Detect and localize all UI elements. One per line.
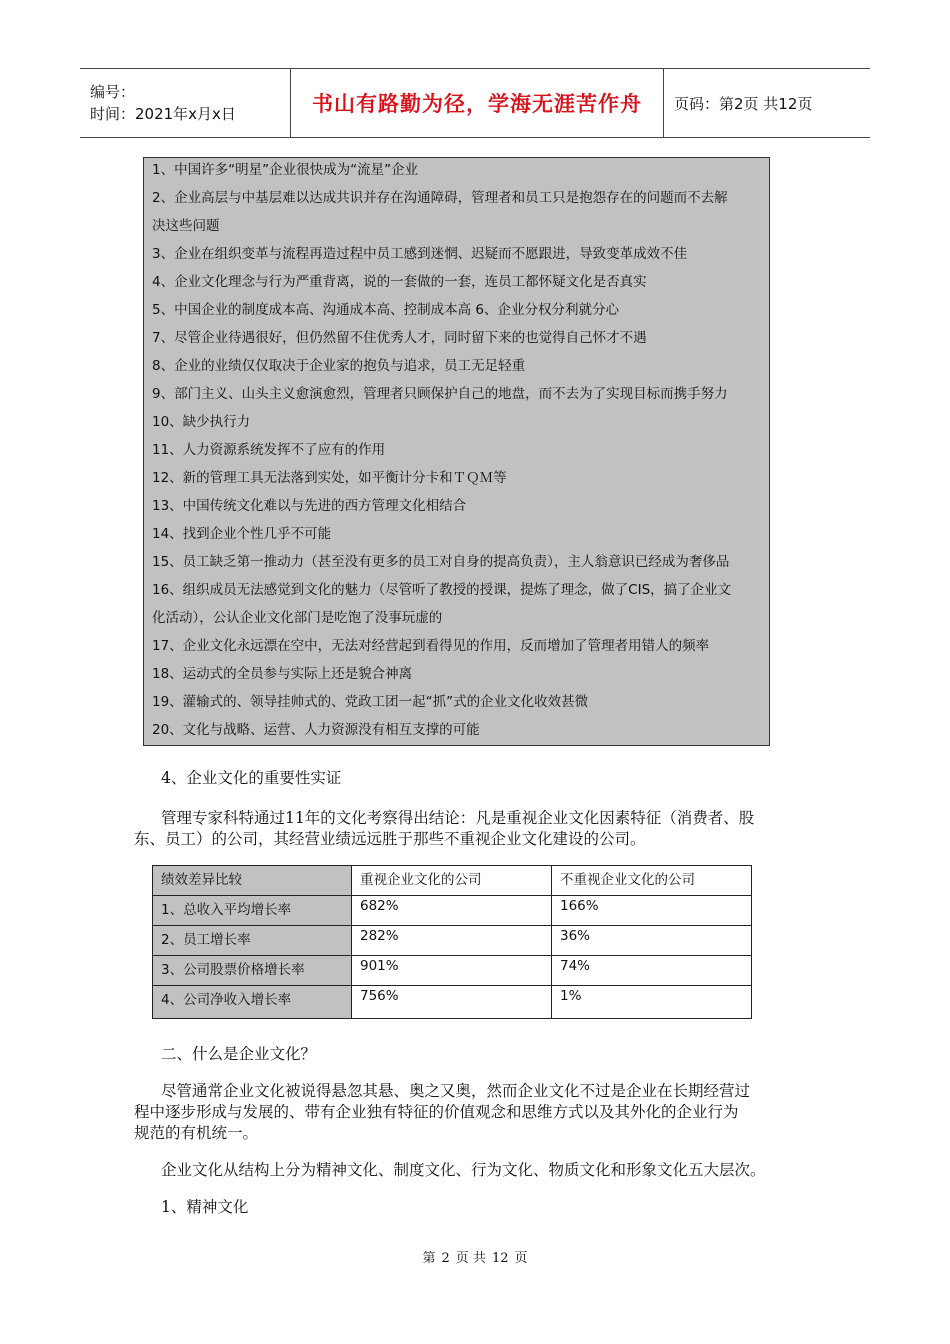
table-row [153, 956, 752, 986]
header-meta [80, 69, 291, 137]
table-cell: 3、公司股票价格增长率 [153, 956, 352, 986]
problem-line: 3、企业在组织变革与流程再造过程中员工感到迷惘、迟疑而不愿跟进，导致变革成效不佳 [152, 246, 688, 262]
performance-comparison-table [152, 865, 752, 1019]
problem-line: 12、新的管理工具无法落到实处，如平衡计分卡和ＴＱＭ等 [152, 470, 507, 486]
problem-line: 10、缺少执行力 [152, 414, 251, 430]
table-header-row [153, 866, 752, 896]
table-cell: 901% [352, 956, 552, 986]
table-row [153, 926, 752, 956]
table-cell: 756% [352, 986, 552, 1019]
structure-paragraph: 企业文化从结构上分为精神文化、制度文化、行为文化、物质文化和形象文化五大层次。 [161, 1161, 766, 1179]
footer-page-number: 2 [441, 1251, 450, 1266]
problem-line: 5、中国企业的制度成本高、沟通成本高、控制成本高 6、企业分权分利就分心 [152, 302, 619, 318]
table-row [153, 896, 752, 926]
table-row [153, 986, 752, 1019]
table-cell: 74% [552, 956, 752, 986]
table-cell: 1% [552, 986, 752, 1019]
subsection-1-title: 1、精神文化 [161, 1198, 249, 1216]
time-label: 时间：2021年x月x日 [90, 105, 236, 123]
definition-line3: 规范的有机统一。 [134, 1124, 259, 1142]
problem-line: 决这些问题 [152, 218, 220, 234]
section-4-paragraph-line2: 东、员工）的公司，其经营业绩远远胜于那些不重视企业文化建设的公司。 [134, 830, 646, 848]
footer-total-pages: 12 [491, 1251, 509, 1266]
footer-mid: 页 共 [455, 1251, 486, 1266]
table-header-cell: 绩效差异比较 [153, 866, 352, 896]
footer-suffix: 页 [514, 1251, 528, 1266]
table-header-cell: 不重视企业文化的公司 [552, 866, 752, 896]
table-cell: 4、公司净收入增长率 [153, 986, 352, 1019]
definition-line1: 尽管通常企业文化被说得悬忽其悬、奥之又奥，然而企业文化不过是企业在长期经营过 [161, 1082, 751, 1100]
section-4-title: 4、企业文化的重要性实证 [161, 769, 342, 787]
problem-line: 1、中国许多“明星”企业很快成为“流星”企业 [152, 162, 419, 178]
header-motto-cell [291, 69, 664, 137]
problem-line: 15、员工缺乏第一推动力（甚至没有更多的员工对自身的提高负责），主人翁意识已经成为奢侈品 [152, 554, 730, 570]
problem-line: 2、企业高层与中基层难以达成共识并存在沟通障碍，管理者和员工只是抱怨存在的问题而不去解 [152, 190, 728, 206]
table-header-cell: 重视企业文化的公司 [352, 866, 552, 896]
problem-line: 16、组织成员无法感觉到文化的魅力（尽管听了教授的授课，提炼了理念，做了CIS，搞了企业文 [152, 582, 732, 598]
number-label: 编号： [90, 83, 136, 101]
table-cell: 2、员工增长率 [153, 926, 352, 956]
section-2-title: 二、什么是企业文化？ [161, 1045, 317, 1063]
header-page-info: 页码：第2页 共12页 [674, 94, 813, 113]
problem-line: 9、部门主义、山头主义愈演愈烈，管理者只顾保护自己的地盘，而不去为了实现目标而携手努力 [152, 386, 728, 402]
table-cell: 36% [552, 926, 752, 956]
problem-line: 17、企业文化永远漂在空中，无法对经营起到看得见的作用，反而增加了管理者用错人的频率 [152, 638, 710, 654]
section-4-paragraph-line1: 管理专家科特通过11年的文化考察得出结论：凡是重视企业文化因素特征（消费者、股 [161, 809, 755, 827]
problem-line: 18、运动式的全员参与实际上还是貌合神离 [152, 666, 413, 682]
problem-line: 7、尽管企业待遇很好，但仍然留不住优秀人才，同时留下来的也觉得自己怀才不遇 [152, 330, 647, 346]
definition-line2: 程中逐步形成与发展的、带有企业独有特征的价值观念和思维方式以及其外化的企业行为 [134, 1103, 739, 1121]
table-cell: 682% [352, 896, 552, 926]
problem-line: 11、人力资源系统发挥不了应有的作用 [152, 442, 386, 458]
problem-line: 19、灌输式的、领导挂帅式的、党政工团一起“抓”式的企业文化收效甚微 [152, 694, 589, 710]
problem-line: 20、文化与战略、运营、人力资源没有相互支撑的可能 [152, 722, 480, 738]
problem-line: 8、企业的业绩仅仅取决于企业家的抱负与追求，员工无足轻重 [152, 358, 526, 374]
problem-list-box [143, 157, 770, 746]
page-header [80, 68, 870, 138]
table-cell: 166% [552, 896, 752, 926]
table-cell: 1、总收入平均增长率 [153, 896, 352, 926]
page-footer [0, 1247, 950, 1266]
problem-line: 13、中国传统文化难以与先进的西方管理文化相结合 [152, 498, 467, 514]
problem-line: 化活动），公认企业文化部门是吃饱了没事玩虚的 [152, 610, 443, 626]
motto: 书山有路勤为径，学海无涯苦作舟 [312, 92, 642, 116]
problem-line: 4、企业文化理念与行为严重背离，说的一套做的一套，连员工都怀疑文化是否真实 [152, 274, 647, 290]
table-cell: 282% [352, 926, 552, 956]
problem-line: 14、找到企业个性几乎不可能 [152, 526, 332, 542]
footer-prefix: 第 [422, 1251, 436, 1266]
